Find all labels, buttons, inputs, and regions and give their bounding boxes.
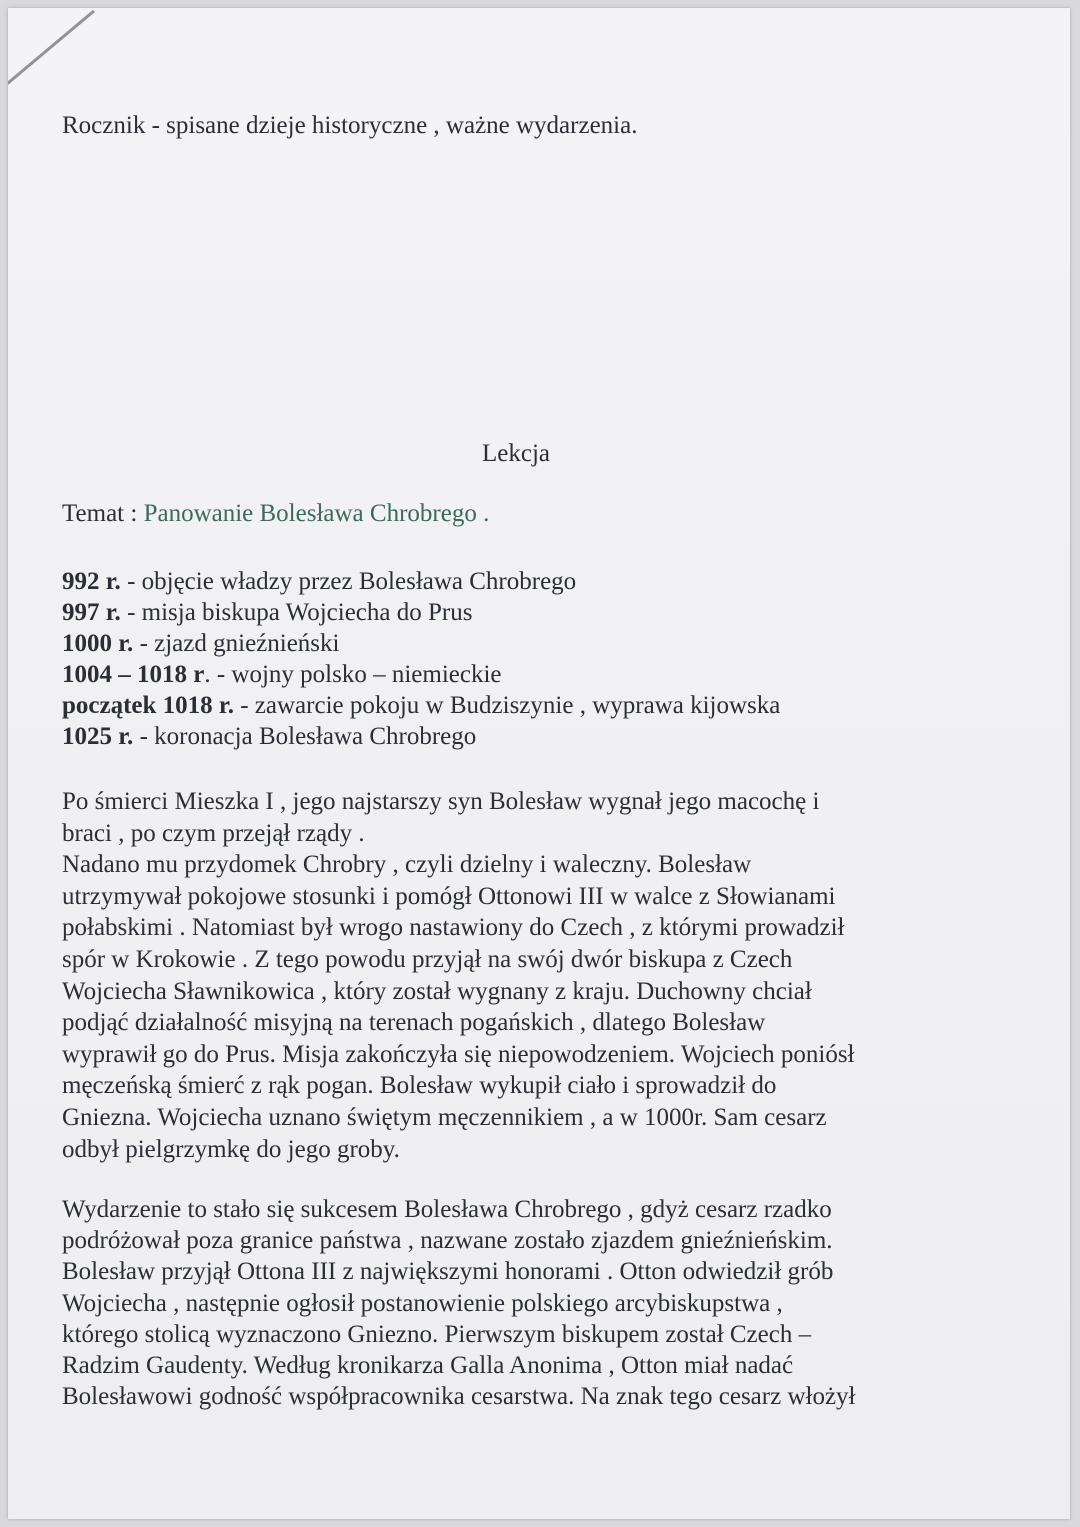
paragraph-line: odbył pielgrzymkę do jego groby. bbox=[62, 1135, 400, 1163]
timeline-item bbox=[62, 597, 780, 628]
topic-title: Panowanie Bolesława Chrobrego . bbox=[143, 500, 490, 527]
timeline-date: 997 r. bbox=[62, 599, 121, 626]
timeline-item bbox=[62, 721, 780, 752]
paragraph-line: Wojciecha , następnie ogłosił postanowienie polskiego arcybiskupstwa , bbox=[62, 1289, 783, 1317]
paragraph-line: Nadano mu przydomek Chrobry , czyli dzielny i waleczny. Bolesław bbox=[62, 851, 752, 879]
topic-line bbox=[62, 500, 489, 528]
paragraph-line: utrzymywał pokojowe stosunki i pomógł Ottonowi III w walce z Słowianami bbox=[62, 882, 836, 910]
paragraph-line: Radzim Gaudenty. Według kronikarza Galla Anonima , Otton miał nadać bbox=[62, 1352, 794, 1380]
paragraph-line: Wydarzenie to stało się sukcesem Bolesława Chrobrego , gdyż cesarz rzadko bbox=[62, 1196, 832, 1223]
paragraph-line: braci , po czym przejął rządy . bbox=[62, 819, 365, 847]
timeline-date: 1025 r. bbox=[62, 723, 134, 750]
timeline-date: 992 r. bbox=[62, 568, 121, 595]
paragraph-line: Bolesławowi godność współpracownika cesarstwa. Na znak tego cesarz włożył bbox=[62, 1383, 856, 1411]
paragraph-line: Wojciecha Sławnikowica , który został wygnany z kraju. Duchowny chciał bbox=[62, 977, 812, 1005]
lesson-heading: Lekcja bbox=[482, 440, 551, 467]
paragraph-gniezno-congress bbox=[62, 1194, 856, 1412]
paragraph-line: którego stolicą wyznaczono Gniezno. Pierwszym biskupem został Czech – bbox=[62, 1320, 812, 1348]
timeline-event: - objęcie władzy przez Bolesława Chrobrego bbox=[120, 568, 577, 595]
definition-line bbox=[62, 112, 637, 140]
timeline-list bbox=[62, 566, 780, 752]
paragraph-line: Po śmierci Mieszka I , jego najstarszy syn Bolesław wygnał jego macochę i bbox=[62, 788, 820, 815]
timeline-event: - zjazd gnieźnieński bbox=[133, 630, 340, 657]
paragraph-line: podróżował poza granice państwa , nazwane zostało zjazdem gnieźnieńskim. bbox=[62, 1227, 833, 1255]
timeline-item bbox=[62, 659, 780, 690]
definition-term: Rocznik bbox=[62, 112, 146, 139]
timeline-event: - zawarcie pokoju w Budziszynie , wyprawa kijowska bbox=[233, 692, 781, 719]
document-page bbox=[8, 8, 1070, 1519]
timeline-date: 1000 r. bbox=[62, 630, 134, 657]
timeline-event: - koronacja Bolesława Chrobrego bbox=[133, 723, 477, 750]
paragraph-reign bbox=[62, 786, 855, 1165]
timeline-item bbox=[62, 628, 780, 659]
timeline-item bbox=[62, 690, 780, 721]
timeline-event: . - wojny polsko – niemieckie bbox=[204, 661, 502, 688]
paragraph-line: połabskimi . Natomiast był wrogo nastawiony do Czech , z którymi prowadził bbox=[62, 914, 845, 942]
timeline-date: 1004 – 1018 r bbox=[62, 661, 205, 688]
definition-text: - spisane dzieje historyczne , ważne wydarzenia. bbox=[145, 112, 638, 139]
timeline-item bbox=[62, 566, 780, 597]
timeline-event: - misja biskupa Wojciecha do Prus bbox=[120, 599, 473, 626]
timeline-date: początek 1018 r. bbox=[62, 692, 234, 719]
paragraph-line: wyprawił go do Prus. Misja zakończyła się niepowodzeniem. Wojciech poniósł bbox=[62, 1040, 855, 1068]
paragraph-line: męczeńską śmierć z rąk pogan. Bolesław wykupił ciało i sprowadził do bbox=[62, 1072, 777, 1100]
paragraph-line: Bolesław przyjął Ottona III z największymi honorami . Otton odwiedził grób bbox=[62, 1258, 834, 1286]
paragraph-line: Gniezna. Wojciecha uznano świętym męczennikiem , a w 1000r. Sam cesarz bbox=[62, 1103, 827, 1131]
paragraph-line: podjąć działalność misyjną na terenach pogańskich , dlatego Bolesław bbox=[62, 1009, 766, 1037]
paragraph-line: spór w Krokowie . Z tego powodu przyjął na swój dwór biskupa z Czech bbox=[62, 945, 793, 973]
topic-label: Temat : bbox=[62, 500, 144, 527]
pen-mark bbox=[8, 10, 95, 89]
